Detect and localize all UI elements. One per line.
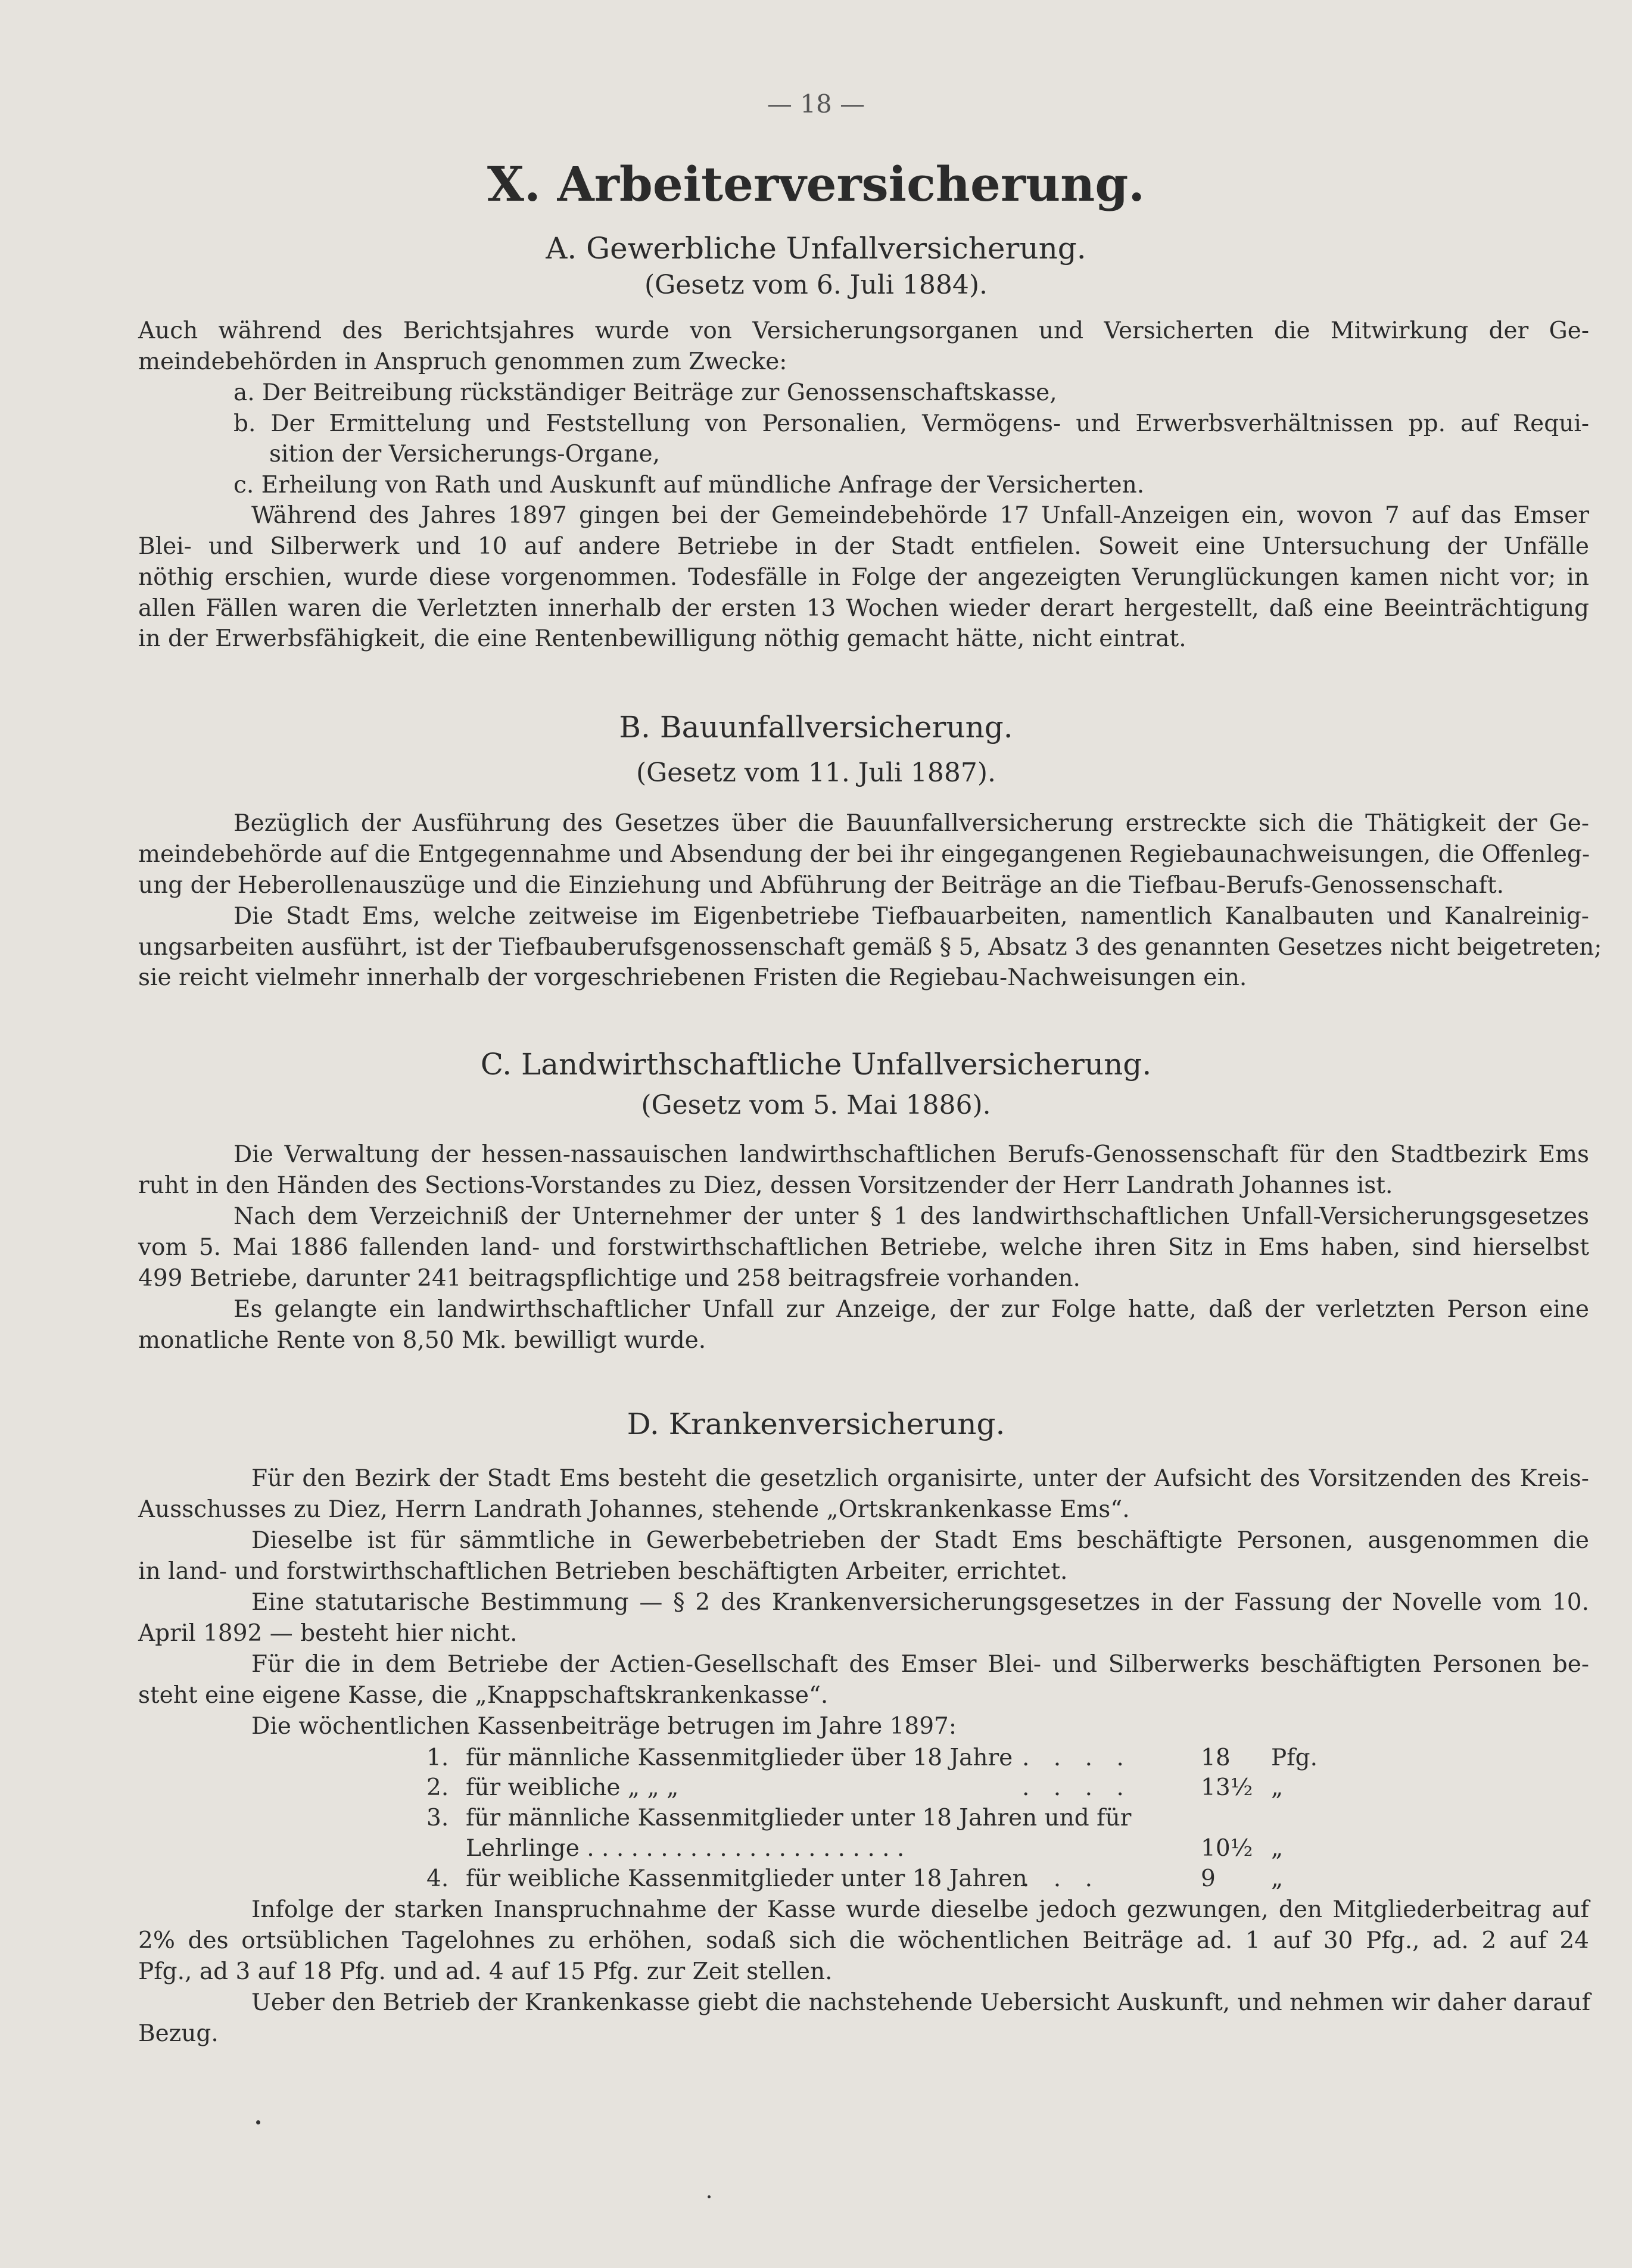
section-c-line: monatliche Rente von 8,50 Mk. bewilligt wurde.	[138, 1327, 706, 1354]
section-d-heading: D. Krankenversicherung.	[627, 1407, 1005, 1441]
row-number: 4.	[426, 1865, 449, 1892]
section-a-list-item: b. Der Ermittelung und Feststellung von Personalien, Vermögens- und Erwerbsverhältnissen pp. auf Requi-	[233, 410, 1589, 437]
section-b-line: Bezüglich der Ausführung des Gesetzes über die Bauunfallversicherung erstreckte sich die Thätigkeit der Ge-	[233, 810, 1589, 837]
section-a-line: Auch während des Berichtsjahres wurde von Versicherungsorganen und Versicherten die Mitwirkung der Ge-	[138, 317, 1589, 344]
section-d-line: in land- und forstwirthschaftlichen Betrieben beschäftigten Arbeiter, errichtet.	[138, 1558, 1068, 1585]
section-c-line: 499 Betriebe, darunter 241 beitragspflichtige und 258 beitragsfreie vorhanden.	[138, 1265, 1080, 1292]
row-unit: Pfg.	[1271, 1744, 1318, 1771]
section-a-line: in der Erwerbsfähigkeit, die eine Rentenbewilligung nöthig gemacht hätte, nicht eintrat.	[138, 625, 1186, 652]
section-d-line: 2% des ortsüblichen Tagelohnes zu erhöhen, sodaß sich die wöchentlichen Beiträge ad. 1 auf 30 Pfg., ad. 2 auf 24	[138, 1927, 1589, 1954]
row-number: 1.	[426, 1744, 449, 1771]
section-c-line: ruht in den Händen des Sections-Vorstandes zu Diez, dessen Vorsitzender der Herr Landrath Johannes ist.	[138, 1172, 1393, 1199]
row-dots: . . . .	[1022, 1744, 1132, 1771]
section-d-line: steht eine eigene Kasse, die „Knappschaftskrankenkasse“.	[138, 1682, 829, 1709]
row-unit: „	[1271, 1835, 1284, 1862]
section-a-list-item: c. Erheilung von Rath und Auskunft auf mündliche Anfrage der Versicherten.	[233, 472, 1145, 499]
row-value: 18	[1201, 1744, 1231, 1771]
row-number: 3.	[426, 1805, 449, 1831]
section-c-line: vom 5. Mai 1886 fallenden land- und forstwirthschaftlichen Betriebe, welche ihren Sitz in Ems haben, sind hierselbst	[138, 1234, 1589, 1261]
section-a-list-item: a. Der Beitreibung rückständiger Beiträge zur Genossenschaftskasse,	[233, 379, 1057, 406]
section-b-heading: B. Bauunfallversicherung.	[619, 710, 1013, 744]
ink-speck	[708, 2195, 711, 2198]
section-a-heading: A. Gewerbliche Unfallversicherung.	[546, 231, 1086, 266]
section-d-line: April 1892 — besteht hier nicht.	[138, 1620, 518, 1647]
section-b-subheading: (Gesetz vom 11. Juli 1887).	[636, 758, 996, 788]
section-d-line: Bezug.	[138, 2020, 219, 2047]
row-text: für weibliche Kassenmitglieder unter 18 Jahren	[466, 1865, 1027, 1892]
page-number: — 18 —	[767, 89, 865, 119]
ink-speck	[256, 2120, 260, 2124]
row-text: für männliche Kassenmitglieder unter 18 Jahren und für	[466, 1805, 1132, 1831]
row-text: für weibliche „ „ „	[466, 1774, 679, 1801]
section-a-line: nöthig erschien, wurde diese vorgenommen. Todesfälle in Folge der angezeigten Verunglückungen kamen nicht vor; in	[138, 564, 1589, 591]
section-d-line: Pfg., ad 3 auf 18 Pfg. und ad. 4 auf 15 Pfg. zur Zeit stellen.	[138, 1958, 833, 1985]
section-d-line: Eine statutarische Bestimmung — § 2 des Krankenversicherungsgesetzes in der Fassung der Novelle vom 10.	[251, 1589, 1589, 1616]
section-c-line: Die Verwaltung der hessen-nassauischen landwirthschaftlichen Berufs-Genossenschaft für den Stadtbezirk Ems	[233, 1141, 1589, 1168]
section-c-line: Es gelangte ein landwirthschaftlicher Unfall zur Anzeige, der zur Folge hatte, daß der verletzten Person eine	[233, 1296, 1589, 1323]
section-a-list-item-cont: sition der Versicherungs-Organe,	[269, 441, 661, 468]
section-a-line: Während des Jahres 1897 gingen bei der Gemeindebehörde 17 Unfall-Anzeigen ein, wovon 7 auf das Emser	[251, 502, 1589, 529]
section-a-subheading: (Gesetz vom 6. Juli 1884).	[644, 270, 988, 300]
row-value: 9	[1201, 1865, 1216, 1892]
section-c-heading: C. Landwirthschaftliche Unfallversicherung.	[480, 1047, 1152, 1082]
row-text: für männliche Kassenmitglieder über 18 Jahre	[466, 1744, 1013, 1771]
section-a-line: Blei- und Silberwerk und 10 auf andere Betriebe in der Stadt entfielen. Soweit eine Untersuchung der Unfälle	[138, 533, 1589, 560]
section-d-line: Dieselbe ist für sämmtliche in Gewerbebetrieben der Stadt Ems beschäftigte Personen, ausgenommen die	[251, 1527, 1589, 1554]
section-b-line: ung der Heberollenauszüge und die Einziehung und Abführung der Beiträge an die Tiefbau-Berufs-Genossenschaft.	[138, 872, 1505, 899]
section-c-subheading: (Gesetz vom 5. Mai 1886).	[641, 1090, 991, 1120]
row-value: 10½	[1201, 1835, 1253, 1862]
chapter-title: X. Arbeiterversicherung.	[487, 156, 1145, 212]
section-b-line: Die Stadt Ems, welche zeitweise im Eigenbetriebe Tiefbauarbeiten, namentlich Kanalbauten und Kanalreinig-	[233, 903, 1589, 930]
section-d-line: Für den Bezirk der Stadt Ems besteht die gesetzlich organisirte, unter der Aufsicht des Vorsitzenden des Kreis-	[251, 1465, 1589, 1492]
section-b-line: meindebehörde auf die Entgegennahme und Absendung der bei ihr eingegangenen Regiebaunachweisungen, die Offenleg-	[138, 841, 1590, 868]
section-a-line: meindebehörden in Anspruch genommen zum Zwecke:	[138, 348, 787, 375]
row-unit: „	[1271, 1865, 1284, 1892]
row-text: Lehrlinge . . . . . . . . . . . . . . . . . . . . . .	[466, 1835, 905, 1862]
section-d-line: Ausschusses zu Diez, Herrn Landrath Johannes, stehende „Ortskrankenkasse Ems“.	[138, 1496, 1130, 1523]
row-value: 13½	[1201, 1774, 1253, 1801]
section-b-line: sie reicht vielmehr innerhalb der vorgeschriebenen Fristen die Regiebau-Nachweisungen ein.	[138, 964, 1247, 991]
section-d-line: Für die in dem Betriebe der Actien-Gesellschaft des Emser Blei- und Silberwerks beschäftigten Personen be-	[251, 1651, 1589, 1678]
section-a-line: allen Fällen waren die Verletzten innerhalb der ersten 13 Wochen wieder derart hergestellt, daß eine Beeinträchtigung	[138, 595, 1589, 622]
row-dots: . . . .	[1022, 1774, 1132, 1801]
row-dots: . . .	[1022, 1865, 1101, 1892]
row-number: 2.	[426, 1774, 449, 1801]
section-b-line: ungsarbeiten ausführt, ist der Tiefbauberufsgenossenschaft gemäß § 5, Absatz 3 des genannten Gesetzes nicht beigetreten;	[138, 934, 1602, 961]
row-unit: „	[1271, 1774, 1284, 1801]
section-c-line: Nach dem Verzeichniß der Unternehmer der unter § 1 des landwirthschaftlichen Unfall-Versicherungsgesetzes	[233, 1203, 1589, 1230]
section-d-line: Die wöchentlichen Kassenbeiträge betrugen im Jahre 1897:	[251, 1713, 957, 1740]
section-d-line: Ueber den Betrieb der Krankenkasse giebt die nachstehende Uebersicht Auskunft, und nehmen wir daher darauf	[251, 1989, 1591, 2016]
section-d-line: Infolge der starken Inanspruchnahme der Kasse wurde dieselbe jedoch gezwungen, den Mitgliederbeitrag auf	[251, 1896, 1589, 1923]
